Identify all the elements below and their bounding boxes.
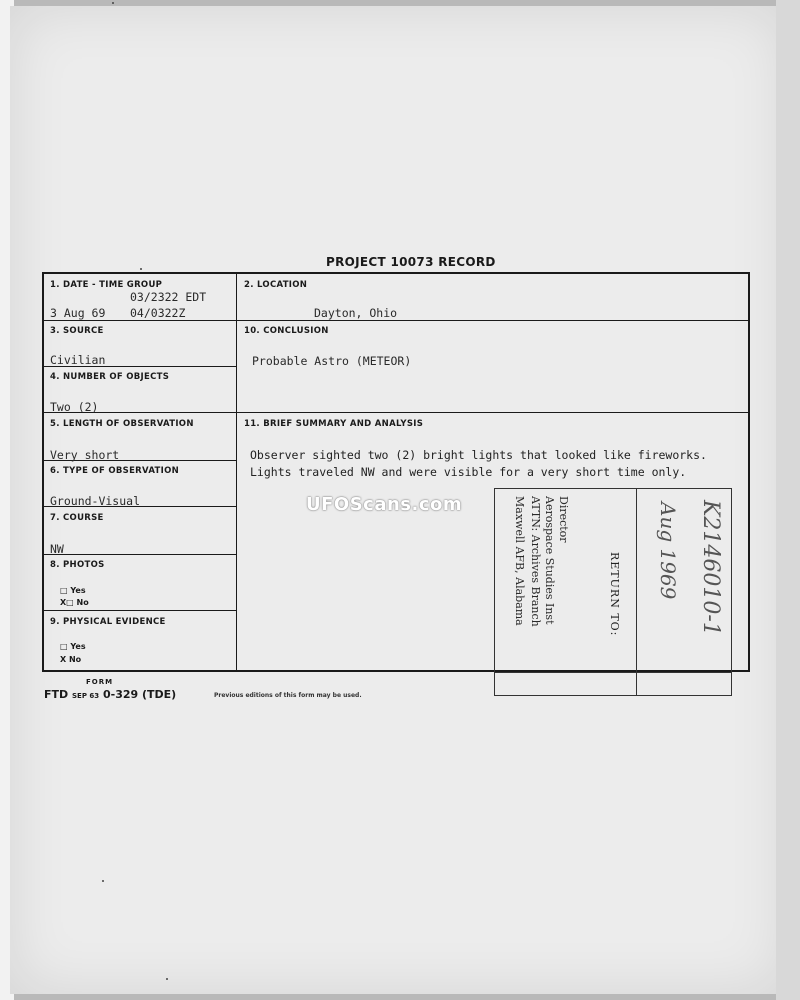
watermark: UFOScans.com (306, 494, 463, 515)
stamp-divider (636, 488, 637, 696)
row-divider (42, 412, 750, 413)
source-value: Civilian (50, 353, 106, 367)
row-divider (42, 554, 236, 555)
row-divider (42, 610, 236, 611)
type-value: Ground-Visual (50, 494, 141, 508)
summary-label: 11. BRIEF SUMMARY AND ANALYSIS (244, 419, 424, 429)
time-zulu: 04/0322Z (130, 306, 186, 320)
stamp-divider (494, 672, 732, 673)
stamp-line-4: Maxwell AFB, Alabama (513, 496, 526, 626)
type-label: 6. TYPE OF OBSERVATION (50, 466, 180, 476)
speck (112, 2, 114, 4)
length-value: Very short (50, 448, 120, 462)
date-time-local: 03/2322 EDT (130, 290, 207, 304)
stamp-line-1: Director (557, 496, 570, 543)
speck (166, 978, 168, 980)
form-title: PROJECT 10073 RECORD (326, 255, 496, 269)
footer-form-word: FORM (86, 678, 114, 686)
speck (140, 268, 142, 270)
objects-label: 4. NUMBER OF OBJECTS (50, 372, 170, 382)
length-label: 5. LENGTH OF OBSERVATION (50, 419, 194, 429)
evidence-no-checkbox: X No (60, 655, 82, 664)
photos-label: 8. PHOTOS (50, 560, 105, 570)
date-value: 3 Aug 69 (50, 306, 106, 320)
stamp-line-3: ATTN: Archives Branch (529, 496, 542, 627)
return-to-label: RETURN TO: (608, 552, 621, 637)
evidence-label: 9. PHYSICAL EVIDENCE (50, 617, 166, 627)
conclusion-value: Probable Astro (METEOR) (252, 354, 412, 368)
location-value: Dayton, Ohio (314, 306, 398, 320)
paper-edge-right (776, 0, 800, 1000)
speck (102, 880, 104, 882)
objects-value: Two (2) (50, 400, 99, 414)
form-date: SEP 63 (72, 692, 100, 700)
photos-no-checkbox: X□ No (60, 598, 89, 607)
course-value: NW (50, 542, 64, 556)
column-divider (236, 272, 237, 672)
form-prefix: FTD (44, 688, 69, 701)
course-label: 7. COURSE (50, 513, 104, 523)
form-id: 0-329 (TDE) (102, 688, 177, 701)
source-label: 3. SOURCE (50, 326, 104, 336)
photos-yes-checkbox: □ Yes (60, 586, 86, 595)
stamp-line-2: Aerospace Studies Inst (543, 496, 556, 625)
footer-note: Previous editions of this form may be used. (214, 692, 362, 699)
handwritten-date: Aug 1969 (656, 502, 680, 600)
date-time-label: 1. DATE - TIME GROUP (50, 280, 163, 290)
location-label: 2. LOCATION (244, 280, 308, 290)
handwritten-reference: K2146010-1 (698, 500, 723, 636)
evidence-yes-checkbox: □ Yes (60, 642, 86, 651)
conclusion-label: 10. CONCLUSION (244, 326, 329, 336)
row-divider (42, 320, 750, 321)
summary-text: Observer sighted two (2) bright lights that looked like fireworks. Lights traveled NW and were visible for a very short time only. (250, 448, 707, 479)
form-number (44, 688, 176, 701)
